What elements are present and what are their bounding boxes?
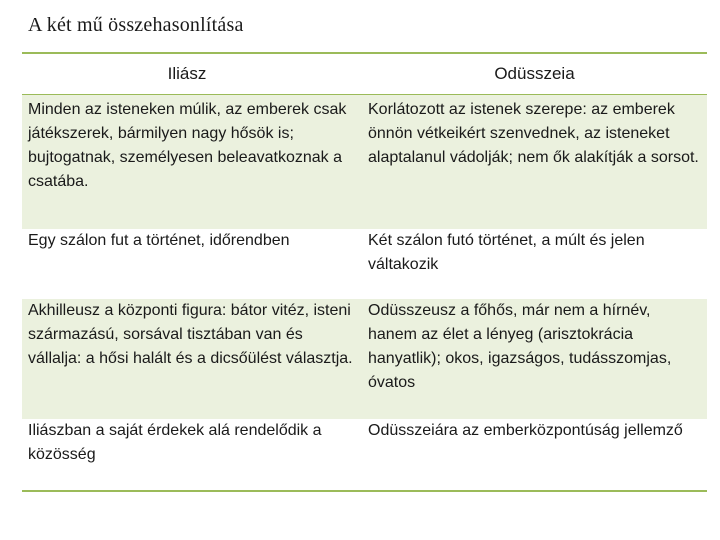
- table-cell: Iliászban a saját érdekek alá rendelődik a közösség: [22, 419, 362, 491]
- table-cell: Minden az isteneken múlik, az emberek csak játékszerek, bármilyen nagy hősök is; bujtogatnak, személyesen beleavatkoznak a csatába.: [22, 95, 362, 230]
- table-cell: Odüsszeusz a főhős, már nem a hírnév, hanem az élet a lényeg (arisztokrácia hanyatlik); okos, igazságos, tudásszomjas, óvatos: [362, 299, 707, 419]
- table-cell: Akhilleusz a központi figura: bátor vitéz, isteni származású, sorsával tisztában van és vállalja: a hősi halált és a dicsőülést választja.: [22, 299, 362, 419]
- comparison-table: [22, 54, 707, 492]
- table-row: [22, 419, 707, 491]
- table-cell: Odüsszeiára az emberközpontúság jellemző: [362, 419, 707, 491]
- table-row: [22, 229, 707, 299]
- table-cell: Korlátozott az istenek szerepe: az emberek önnön vétkeikért szenvednek, az isteneket alaptalanul vádolják; nem ők alakítják a sorsot.: [362, 95, 707, 230]
- table-row: [22, 95, 707, 230]
- table-row: [22, 299, 707, 419]
- column-header-odyssey: Odüsszeia: [362, 54, 707, 95]
- table-cell: Egy szálon fut a történet, időrendben: [22, 229, 362, 299]
- page-title: A két mű összehasonlítása: [28, 14, 244, 36]
- table-cell: Két szálon futó történet, a múlt és jelen váltakozik: [362, 229, 707, 299]
- column-header-iliad: Iliász: [22, 54, 362, 95]
- table-header-row: [22, 54, 707, 95]
